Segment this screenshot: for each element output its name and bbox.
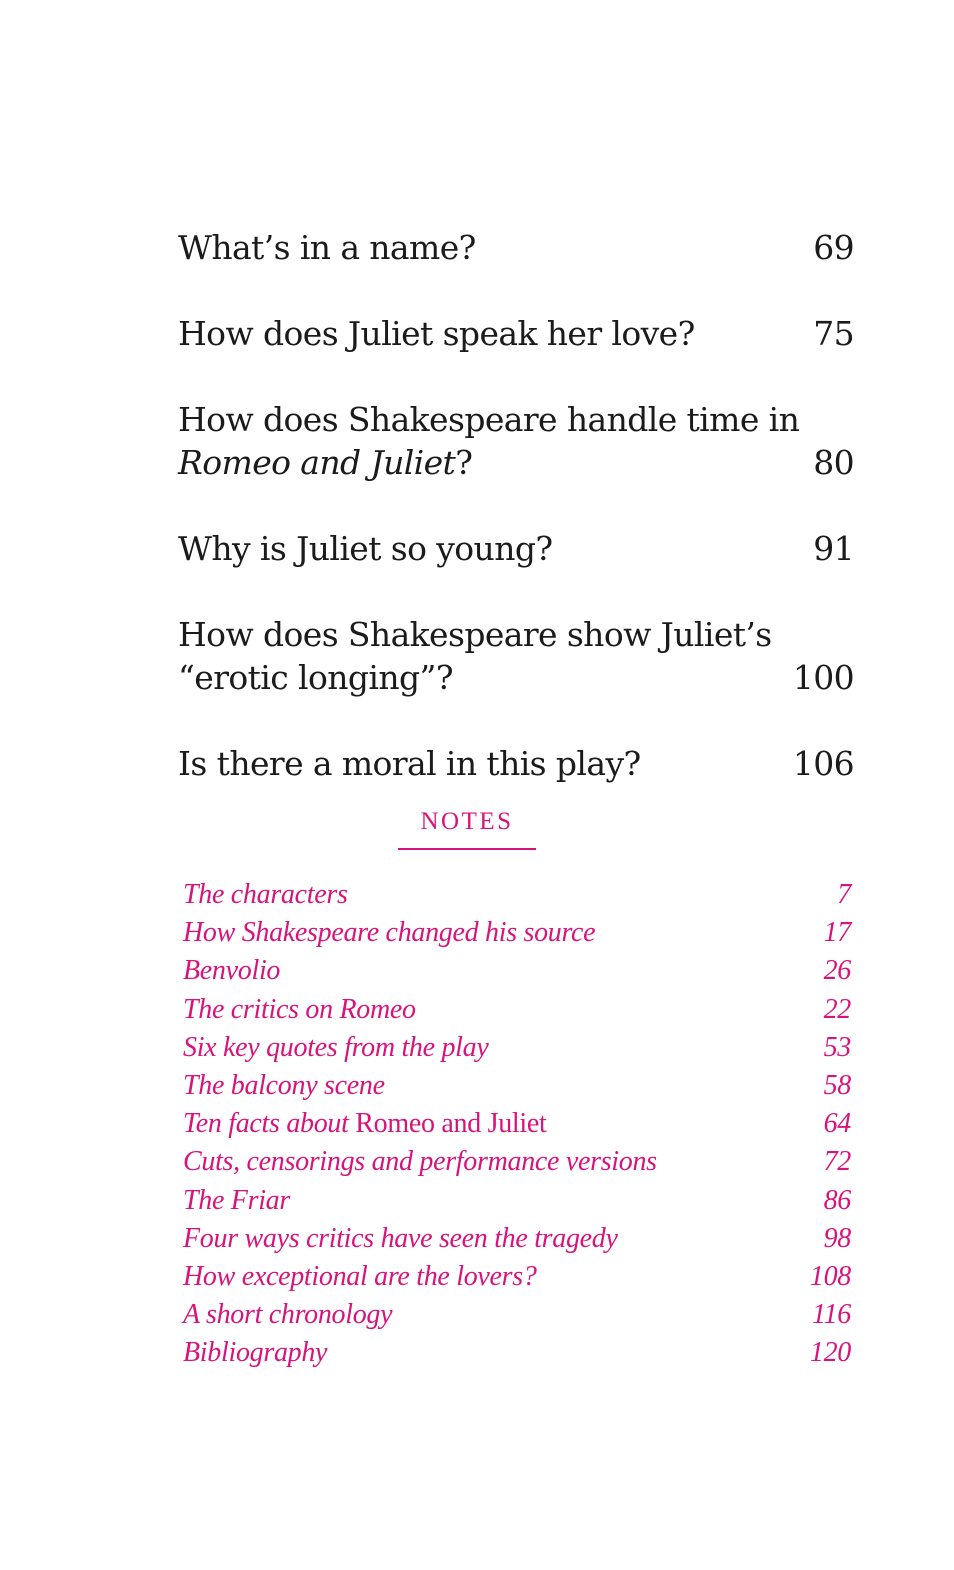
list-item: Bibliography 120: [183, 1337, 851, 1369]
toc-entry: [178, 398, 854, 484]
toc-entry-page: 75: [813, 314, 854, 353]
toc-entry-page: 100: [792, 658, 854, 697]
notes-list: [183, 876, 851, 1372]
toc-entry: [178, 312, 854, 355]
toc-entry-title: How does Shakespeare show Juliet’s “erotic longing”?: [178, 615, 772, 697]
toc-entry-title: How does Shakespeare handle time in Romeo and Juliet?: [178, 400, 800, 482]
toc-entry: [178, 613, 854, 699]
toc-entry-page: 91: [813, 529, 854, 568]
notes-divider: [398, 848, 536, 850]
list-item: Ten facts about Romeo and Juliet 64: [183, 1108, 851, 1140]
toc-entry-page: 106: [792, 744, 854, 783]
toc-entry-title: How does Juliet speak her love?: [178, 314, 695, 353]
toc-entry-title: What’s in a name?: [178, 228, 476, 267]
toc-entry-page: 80: [813, 443, 854, 482]
toc-entry: [178, 527, 854, 570]
play-title: Romeo and Juliet: [178, 443, 456, 482]
table-of-contents: [178, 226, 854, 828]
list-item: Six key quotes from the play 53: [183, 1031, 851, 1063]
list-item: The Friar 86: [183, 1184, 851, 1216]
toc-entry: [178, 742, 854, 785]
list-item: How Shakespeare changed his source 17: [183, 917, 851, 949]
notes-heading: NOTES: [420, 808, 514, 835]
toc-entry: [178, 226, 854, 269]
toc-entry-title: Is there a moral in this play?: [178, 744, 641, 783]
toc-entry-page: 69: [813, 228, 854, 267]
list-item: The critics on Romeo 22: [183, 993, 851, 1025]
list-item: Cuts, censorings and performance versions 72: [183, 1146, 851, 1178]
toc-entry-title: Why is Juliet so young?: [178, 529, 553, 568]
list-item: A short chronology 116: [183, 1299, 851, 1331]
list-item: Benvolio 26: [183, 955, 851, 987]
list-item: The balcony scene 58: [183, 1069, 851, 1101]
play-title: Romeo and Juliet: [355, 1108, 547, 1140]
list-item: How exceptional are the lovers? 108: [183, 1260, 851, 1292]
list-item: The characters 7: [183, 879, 851, 910]
list-item: Four ways critics have seen the tragedy 98: [183, 1222, 851, 1254]
